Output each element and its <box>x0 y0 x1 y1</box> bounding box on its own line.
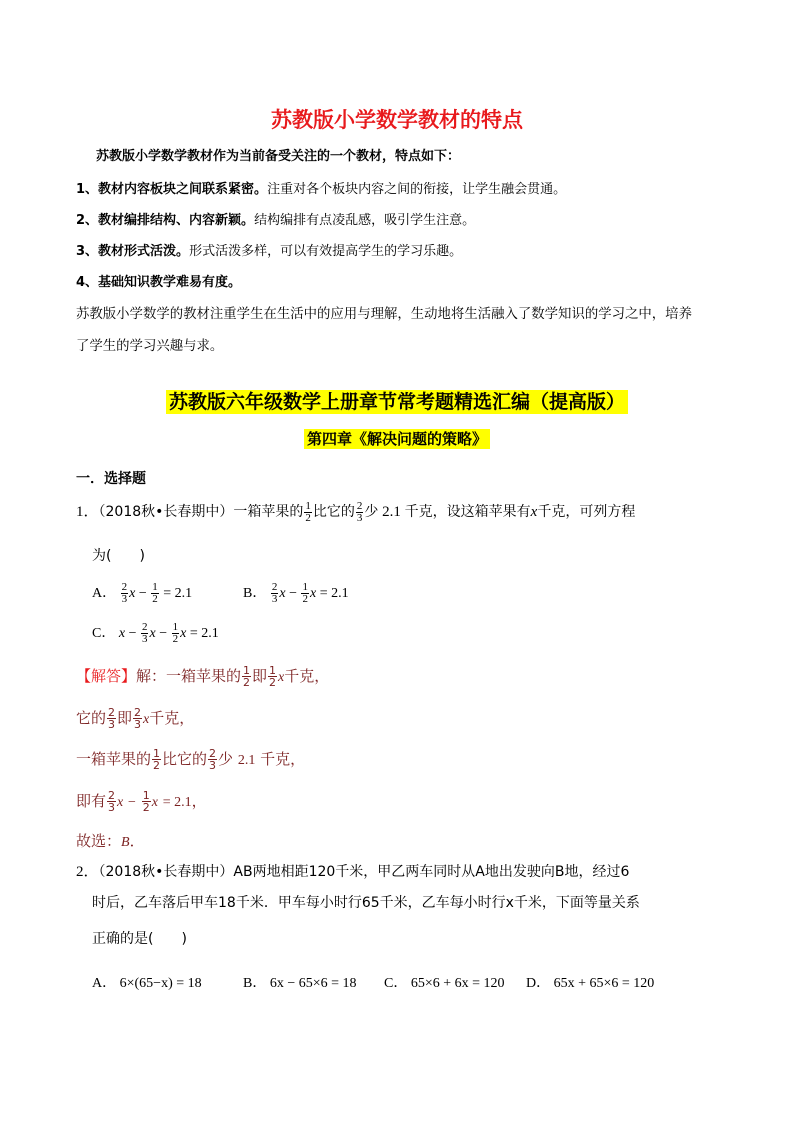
q2-text: （2018秋•长春期中）AB两地相距120千米，甲乙两车同时从A地出发驶向B地，经过6 <box>98 864 630 880</box>
q2-text: 正确的是( ) <box>92 931 187 947</box>
q2-option-c <box>384 972 505 992</box>
option-label: C． <box>92 626 116 641</box>
answer-text: 千克， <box>260 750 306 768</box>
answer-text: 故选： <box>76 832 122 850</box>
fraction <box>151 582 159 605</box>
answer-text: 少 <box>218 750 234 768</box>
q1-answer-line1 <box>76 665 329 688</box>
q1-text: 比它的 <box>312 504 355 520</box>
denominator: 3 <box>141 633 148 646</box>
q1-text: 一箱苹果的 <box>233 504 304 520</box>
operator: − <box>128 626 137 641</box>
numerator: 1 <box>243 664 251 677</box>
equation-rhs: = 2.1 <box>163 586 193 601</box>
fraction <box>172 622 180 645</box>
answer-text: 比它的 <box>162 750 208 768</box>
point-text: 结构编排有点凌乱感，吸引学生注意。 <box>254 213 476 228</box>
fraction <box>133 707 142 730</box>
section-heading: 一．选择题 <box>76 471 146 487</box>
chapter-title: 第四章《解决问题的策略》 <box>304 429 490 449</box>
intro-point-4 <box>76 271 241 290</box>
numerator: 2 <box>108 706 116 719</box>
variable: x <box>151 795 158 810</box>
numerator: 2 <box>209 747 217 760</box>
q2-number: 2． <box>76 864 99 880</box>
fraction <box>141 622 149 645</box>
numerator: 1 <box>302 581 308 594</box>
answer-text: ， <box>191 792 207 810</box>
denominator: 2 <box>305 512 311 525</box>
answer-text: ． <box>129 832 145 850</box>
q2-line3 <box>92 928 187 948</box>
denominator: 2 <box>172 633 179 646</box>
fraction <box>107 790 116 813</box>
numerator: 1 <box>305 500 311 513</box>
q1-blank: 为( ) <box>92 548 145 564</box>
q1-answer-line2 <box>76 707 194 730</box>
numerator: 1 <box>142 789 150 802</box>
answer-text: 千克， <box>284 667 330 685</box>
numerator: 2 <box>141 621 148 634</box>
option-label: B． <box>243 976 267 991</box>
operator: − <box>138 586 147 601</box>
denominator: 2 <box>243 676 251 689</box>
fraction <box>121 582 129 605</box>
q1-line1 <box>76 498 635 526</box>
variable: x <box>309 586 317 601</box>
chapter-title-wrap <box>0 428 794 449</box>
fraction <box>304 501 312 524</box>
fraction <box>208 748 217 771</box>
variable: x <box>278 670 285 685</box>
point-number: 4、 <box>76 275 99 290</box>
intro-summary-line2: 了学生的学习兴趣与求。 <box>76 339 224 354</box>
answer-letter: B <box>121 835 130 850</box>
variable: x <box>117 795 124 810</box>
q2-option-b <box>243 972 357 992</box>
denominator: 3 <box>209 759 217 772</box>
operator: − <box>128 795 136 810</box>
intro-title: 苏教版小学数学教材的特点 <box>271 108 523 132</box>
q1-text: 少 <box>364 504 379 520</box>
q1-option-b <box>243 582 349 605</box>
numerator: 2 <box>121 581 128 594</box>
variable: x <box>180 626 187 641</box>
fraction <box>271 582 279 605</box>
q1-answer-line3 <box>76 748 305 771</box>
q1-line2 <box>92 545 145 565</box>
numerator: 2 <box>108 789 116 802</box>
q1-option-a <box>92 582 192 605</box>
equation-rhs: = 2.1 <box>162 795 192 810</box>
q1-answer-line4 <box>76 790 207 813</box>
option-expression: 6x − 65×6 = 18 <box>269 976 357 991</box>
q2-line1 <box>76 860 629 881</box>
q2-option-d <box>526 972 654 992</box>
fraction <box>242 665 251 688</box>
intro-point-1 <box>76 178 566 197</box>
denominator: 3 <box>271 593 278 606</box>
numerator: 2 <box>271 581 278 594</box>
equation-rhs: = 2.1 <box>319 586 349 601</box>
point-number: 3、 <box>76 244 99 259</box>
denominator: 3 <box>356 512 363 525</box>
q2-option-a <box>92 972 202 992</box>
variable: x <box>279 586 286 601</box>
q1-text: 千克，可列方程 <box>537 504 636 520</box>
fraction <box>107 707 116 730</box>
q1-source: （2018秋•长春期中） <box>98 504 234 520</box>
fraction <box>301 582 309 605</box>
variable: x <box>118 626 126 641</box>
fraction <box>356 501 364 524</box>
answer-text: 解：一箱苹果的 <box>136 667 242 685</box>
operator: − <box>159 626 168 641</box>
q1-number: 1． <box>76 504 99 520</box>
fraction <box>152 748 161 771</box>
point-number: 2、 <box>76 213 99 228</box>
denominator: 3 <box>108 801 116 814</box>
numerator: 2 <box>356 500 363 513</box>
point-number: 1、 <box>76 182 99 197</box>
option-label: C． <box>384 976 408 991</box>
numerator: 2 <box>134 706 142 719</box>
intro-summary-line1: 苏教版小学数学的教材注重学生在生活中的应用与理解，生动地将生活融入了数学知识的学习之中，培养 <box>76 307 692 322</box>
q1-text: 千克，设这箱苹果有 <box>404 504 531 520</box>
variable: x <box>149 626 156 641</box>
point-text: 形式活泼多样，可以有效提高学生的学习乐趣。 <box>189 244 463 259</box>
intro-point-2 <box>76 209 475 228</box>
answer-tag: 【解答】 <box>76 667 137 685</box>
option-expression: 6×(65−x) = 18 <box>119 976 202 991</box>
denominator: 2 <box>153 759 161 772</box>
denominator: 2 <box>302 593 308 606</box>
q1-option-c <box>92 622 219 645</box>
point-bold: 教材编排结构、内容新颖。 <box>98 213 255 228</box>
answer-number: 2.1 <box>237 753 256 768</box>
equation-rhs: = 2.1 <box>189 626 219 641</box>
point-bold: 教材内容板块之间联系紧密。 <box>98 182 268 197</box>
variable: x <box>530 504 538 520</box>
intro-point-3 <box>76 240 462 259</box>
fraction <box>268 665 277 688</box>
doc-title-wrap <box>0 387 794 414</box>
variable: x <box>129 586 136 601</box>
numerator: 1 <box>153 747 161 760</box>
option-label: B． <box>243 586 267 601</box>
q1-number-value: 2.1 <box>382 504 401 520</box>
denominator: 3 <box>134 718 142 731</box>
numerator: 1 <box>172 621 179 634</box>
point-bold: 教材形式活泼。 <box>98 244 190 259</box>
answer-text: 即有 <box>76 792 107 810</box>
variable: x <box>143 712 150 727</box>
option-label: A． <box>92 586 117 601</box>
numerator: 1 <box>269 664 277 677</box>
q1-answer-choice <box>76 830 145 851</box>
q2-text: 时后，乙车落后甲车18千米．甲车每小时行65千米，乙车每小时行x千米，下面等量关系 <box>92 895 640 911</box>
doc-title: 苏教版六年级数学上册章节常考题精选汇编（提高版） <box>166 390 628 414</box>
denominator: 2 <box>152 593 158 606</box>
option-expression: 65x + 65×6 = 120 <box>553 976 655 991</box>
operator: − <box>289 586 297 601</box>
denominator: 3 <box>121 593 128 606</box>
fraction <box>142 790 151 813</box>
denominator: 2 <box>142 801 150 814</box>
option-label: D． <box>526 976 551 991</box>
option-expression: 65×6 + 6x = 120 <box>410 976 505 991</box>
intro-lead: 苏教版小学数学教材作为当前备受关注的一个教材，特点如下： <box>96 149 461 164</box>
denominator: 2 <box>269 676 277 689</box>
q2-line2 <box>92 892 640 912</box>
option-label: A． <box>92 976 117 991</box>
denominator: 3 <box>108 718 116 731</box>
numerator: 1 <box>152 581 158 594</box>
point-bold: 基础知识教学难易有度。 <box>98 275 242 290</box>
answer-text: 即 <box>117 709 133 727</box>
point-text: 注重对各个板块内容之间的衔接，让学生融会贯通。 <box>267 182 567 197</box>
answer-text: 即 <box>252 667 268 685</box>
answer-text: 千克， <box>149 709 195 727</box>
answer-text: 它的 <box>76 709 107 727</box>
answer-text: 一箱苹果的 <box>76 750 152 768</box>
